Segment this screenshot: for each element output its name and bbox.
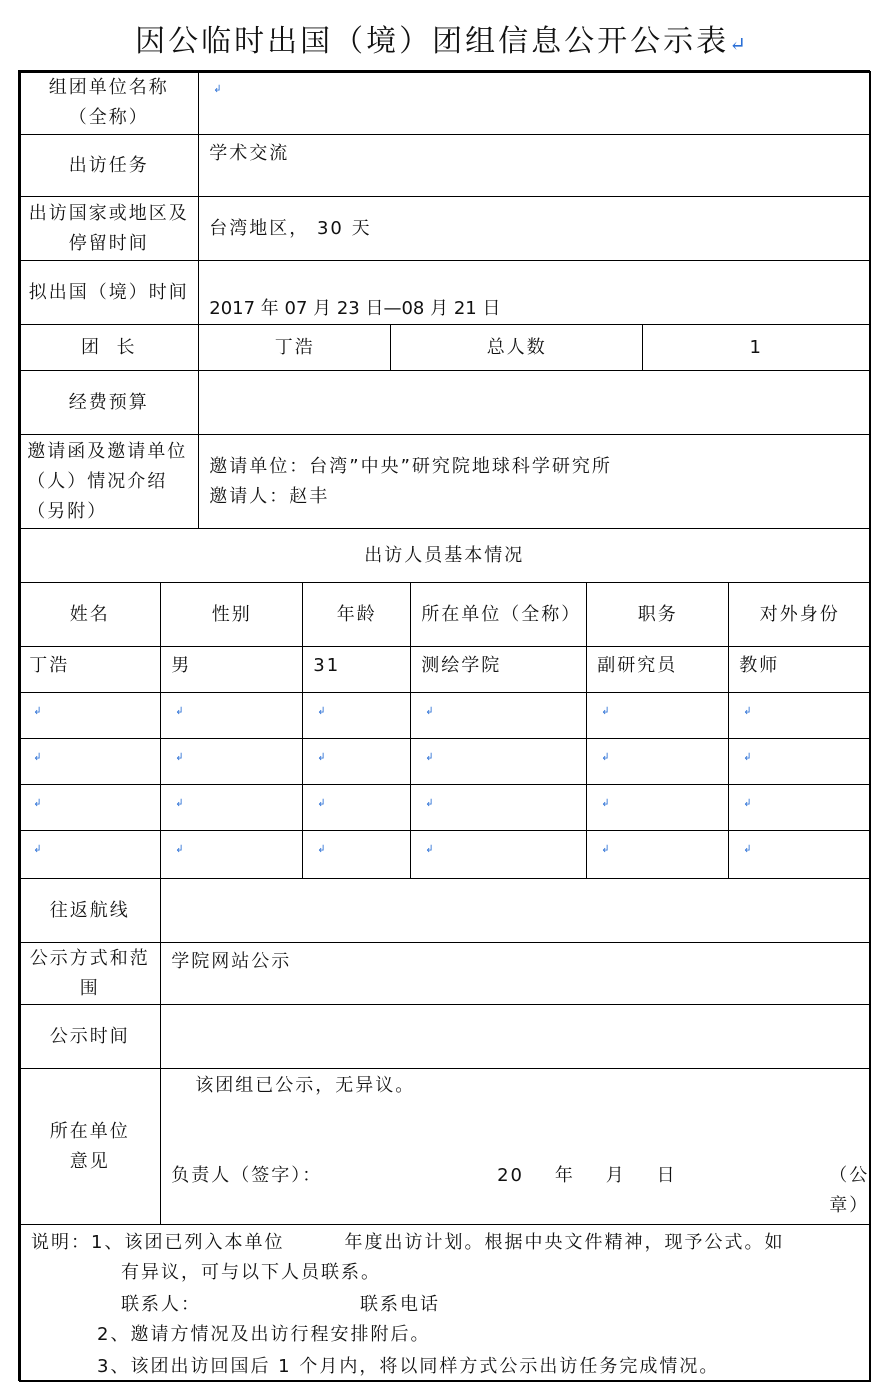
paragraph-mark-icon: ↲ bbox=[601, 798, 610, 810]
members-cell[interactable] bbox=[160, 646, 303, 693]
paragraph-mark-icon: ↲ bbox=[425, 752, 434, 764]
cell-text: 年龄 bbox=[336, 603, 377, 625]
members-cell[interactable] bbox=[586, 646, 729, 693]
cell-text: 所在单位（全称） bbox=[421, 603, 582, 625]
paragraph-mark-icon: ↲ bbox=[317, 706, 326, 718]
cell-text: 教师 bbox=[739, 655, 780, 677]
paragraph-mark-icon: ↲ bbox=[33, 844, 42, 856]
paragraph-mark-icon: ↲ bbox=[175, 706, 184, 718]
members-cell[interactable] bbox=[160, 738, 303, 785]
members-cell[interactable] bbox=[410, 784, 587, 831]
members-cell[interactable] bbox=[586, 830, 729, 879]
members-cell[interactable] bbox=[18, 646, 161, 693]
members-cell[interactable] bbox=[410, 692, 587, 739]
members-cell[interactable] bbox=[586, 784, 729, 831]
members-header-cell bbox=[410, 582, 587, 647]
members-cell[interactable] bbox=[160, 830, 303, 879]
members-cell[interactable] bbox=[302, 692, 411, 739]
label-invitation: 邀请函及邀请单位（人）情况介绍（另附） bbox=[18, 434, 199, 529]
paragraph-mark-icon: ↲ bbox=[743, 752, 752, 764]
label-unit-name: 组团单位名称（全称） bbox=[18, 70, 199, 135]
value-invitation[interactable]: 邀请单位：台湾”中央”研究院地球科学研究所 邀请人：赵丰 bbox=[198, 434, 870, 529]
label-task: 出访任务 bbox=[18, 134, 199, 197]
paragraph-mark-icon: ↲ bbox=[743, 844, 752, 856]
paragraph-mark-icon: ↲ bbox=[317, 752, 326, 764]
members-cell[interactable] bbox=[728, 784, 871, 831]
cell-text: 男 bbox=[171, 655, 192, 677]
members-cell[interactable] bbox=[728, 738, 871, 785]
value-opinion[interactable]: 该团组已公示，无异议。 负责人（签字）： 20 年 月 日 （公章） bbox=[160, 1068, 870, 1225]
members-cell[interactable] bbox=[18, 692, 161, 739]
label-leader: 团 长 bbox=[18, 324, 199, 371]
label-opinion: 所在单位意见 bbox=[18, 1068, 161, 1225]
value-leader[interactable]: 丁浩 bbox=[198, 324, 391, 371]
label-publicity-time: 公示时间 bbox=[18, 1004, 161, 1069]
note-line-2: 有异议，可与以下人员联系。 bbox=[121, 1262, 381, 1283]
paragraph-mark-icon: ↲ bbox=[743, 798, 752, 810]
cell-text: 丁浩 bbox=[29, 655, 70, 677]
paragraph-mark-icon: ↲ bbox=[317, 844, 326, 856]
value-country[interactable]: 台湾地区， 30 天 bbox=[198, 196, 870, 261]
members-cell[interactable] bbox=[410, 830, 587, 879]
cell-text: 测绘学院 bbox=[421, 655, 502, 677]
value-time[interactable]: 2017 年 07 月 23 日—08 月 21 日 bbox=[198, 260, 870, 325]
cell-text: 姓名 bbox=[69, 603, 110, 625]
members-cell[interactable] bbox=[302, 784, 411, 831]
members-cell[interactable] bbox=[410, 646, 587, 693]
label-total: 总人数 bbox=[390, 324, 643, 371]
paragraph-mark-icon: ↲ bbox=[33, 798, 42, 810]
paragraph-mark-icon: ↲ bbox=[601, 752, 610, 764]
members-cell[interactable] bbox=[728, 646, 871, 693]
paragraph-mark-icon: ↲ bbox=[601, 706, 610, 718]
label-publicity-method: 公示方式和范围 bbox=[18, 942, 161, 1005]
paragraph-mark-icon: ↲ bbox=[425, 844, 434, 856]
value-publicity-method[interactable]: 学院网站公示 bbox=[160, 942, 870, 1005]
paragraph-mark-icon: ↲ bbox=[33, 752, 42, 764]
members-cell[interactable] bbox=[728, 692, 871, 739]
members-cell[interactable] bbox=[302, 738, 411, 785]
paragraph-mark-icon: ↲ bbox=[33, 706, 42, 718]
note-phone: 联系电话 bbox=[360, 1294, 440, 1315]
value-publicity-time[interactable] bbox=[160, 1004, 870, 1069]
label-budget: 经费预算 bbox=[18, 370, 199, 435]
paragraph-mark-icon: ↲ bbox=[175, 752, 184, 764]
label-time: 拟出国（境）时间 bbox=[18, 260, 199, 325]
members-header-cell bbox=[160, 582, 303, 647]
members-cell[interactable] bbox=[302, 646, 411, 693]
value-unit-name[interactable]: ↲ bbox=[198, 70, 870, 135]
cell-text: 对外身份 bbox=[759, 603, 840, 625]
members-cell[interactable] bbox=[586, 738, 729, 785]
paragraph-mark-icon: ↲ bbox=[601, 844, 610, 856]
note-contact: 联系人： bbox=[121, 1294, 201, 1315]
members-cell[interactable] bbox=[160, 784, 303, 831]
paragraph-mark-icon: ↲ bbox=[317, 798, 326, 810]
members-cell[interactable] bbox=[18, 784, 161, 831]
paragraph-mark-icon: ↲ bbox=[743, 706, 752, 718]
value-task[interactable]: 学术交流 bbox=[198, 134, 870, 197]
members-heading: 出访人员基本情况 bbox=[18, 528, 870, 583]
value-total[interactable]: 1 bbox=[642, 324, 870, 371]
paragraph-mark-icon: ↲ bbox=[175, 798, 184, 810]
paragraph-mark-icon: ↲ bbox=[425, 706, 434, 718]
members-cell[interactable] bbox=[728, 830, 871, 879]
members-header-cell bbox=[302, 582, 411, 647]
value-route[interactable] bbox=[160, 878, 870, 943]
label-country: 出访国家或地区及停留时间 bbox=[18, 196, 199, 261]
members-header-cell bbox=[728, 582, 871, 647]
paragraph-mark-icon: ↲ bbox=[425, 798, 434, 810]
note-line-4: 3、该团出访回国后 1 个月内，将以同样方式公示出访任务完成情况。 bbox=[97, 1356, 720, 1377]
members-cell[interactable] bbox=[302, 830, 411, 879]
members-cell[interactable] bbox=[410, 738, 587, 785]
paragraph-mark-icon: ↲ bbox=[175, 844, 184, 856]
members-cell[interactable] bbox=[18, 830, 161, 879]
cell-text: 职务 bbox=[637, 603, 678, 625]
members-header-cell bbox=[586, 582, 729, 647]
members-header-cell bbox=[18, 582, 161, 647]
label-route: 往返航线 bbox=[18, 878, 161, 943]
cell-text: 副研究员 bbox=[597, 655, 678, 677]
page-title: 因公临时出国（境）团组信息公开公示表↵ bbox=[135, 24, 749, 59]
note-line-1: 说明：1、该团已列入本单位 年度出访计划。根据中央文件精神，现予公式。如 bbox=[31, 1232, 785, 1253]
value-budget[interactable] bbox=[198, 370, 870, 435]
members-cell[interactable] bbox=[18, 738, 161, 785]
members-cell[interactable] bbox=[586, 692, 729, 739]
members-cell[interactable] bbox=[160, 692, 303, 739]
cell-text: 性别 bbox=[211, 603, 252, 625]
cell-text: 31 bbox=[313, 655, 341, 677]
note-line-3: 2、邀请方情况及出访行程安排附后。 bbox=[97, 1324, 431, 1345]
